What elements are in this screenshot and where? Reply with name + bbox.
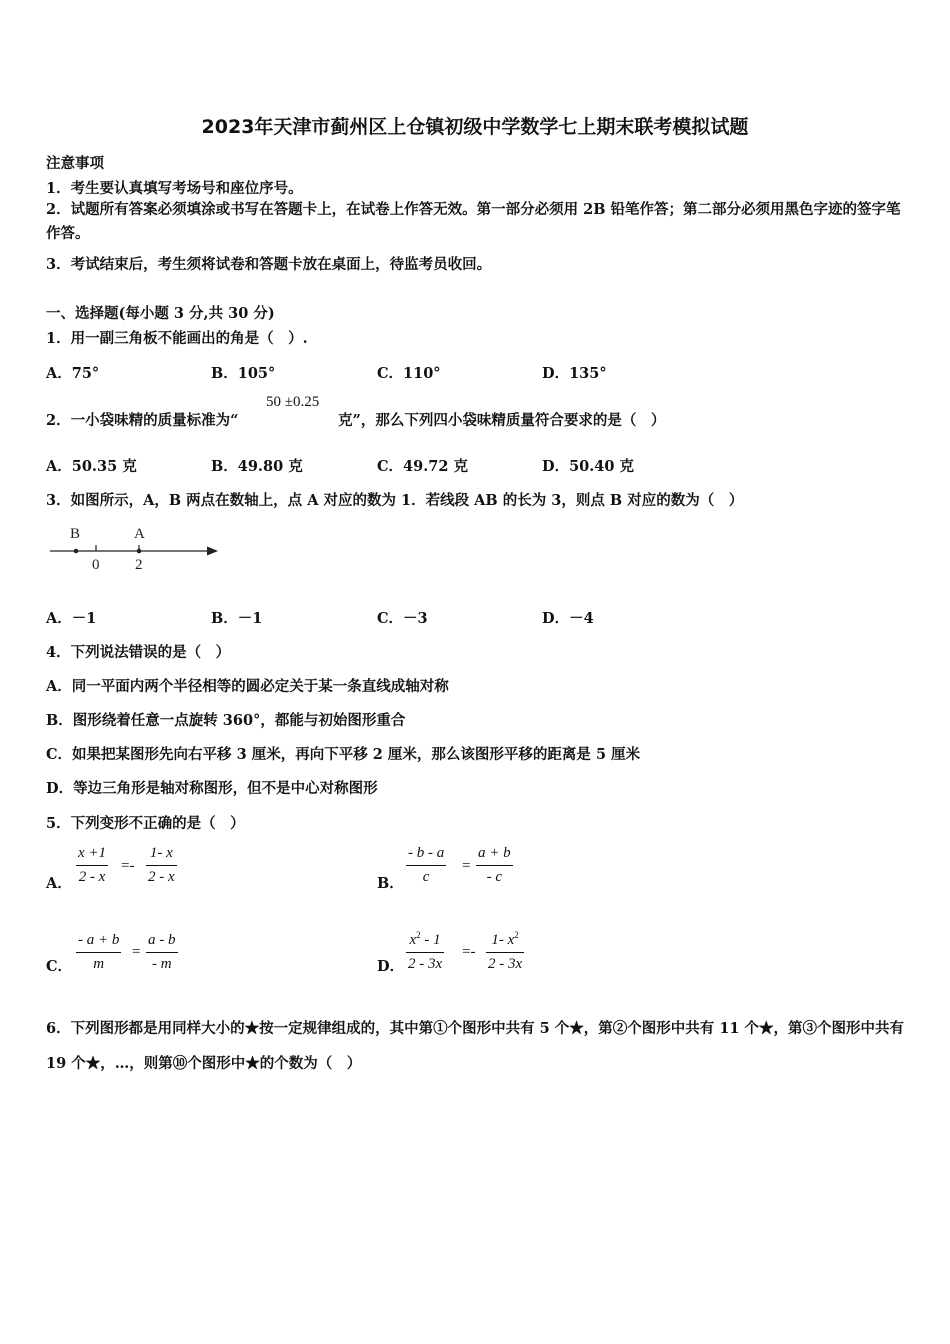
q1-option-b: B．105° [211,365,276,382]
q2-tolerance: 50 ±0.25 [266,394,320,410]
point-b-dot [74,549,79,554]
tick-two-label: 2 [135,557,143,573]
q5-d-left-numerator [406,930,444,953]
page-title: 2023年天津市蓟州区上仓镇初级中学数学七上期末联考模拟试题 [201,116,749,138]
q5-b-right-numerator: a + b [476,845,513,866]
q5-option-c-label: C． [46,958,73,975]
q5-c-right-numerator: a - b [146,932,178,953]
q3-option-c: C．－3 [377,610,428,627]
question-3-stem: 3．如图所示，A，B 两点在数轴上，点 A 对应的数为 1．若线段 AB 的长为 3，则点 B 对应的数为（ ） [46,492,744,509]
q3-option-b: B．－1 [211,610,263,627]
q5-d-right-base: 1- x [491,932,515,948]
question-2-stem-start: 2．一小袋味精的质量标准为“ [46,412,239,429]
q5-d-left-denominator: 2 - 3x [408,956,443,972]
q4-option-b: B．图形绕着任意一点旋转 360°，都能与初始图形重合 [46,712,406,729]
section-heading: 一、选择题(每小题 3 分,共 30 分) [46,305,275,322]
q5-c-equals: = [132,944,141,960]
q5-b-equals: = [462,858,471,874]
q5-c-left-numerator: - a + b [76,932,121,953]
q1-option-a: A．75° [46,365,100,382]
tick-zero-label: 0 [92,557,100,573]
q5-d-right-numerator [486,930,524,953]
q5-c-right-fraction [146,932,178,973]
q5-c-right-denominator: - m [151,956,172,972]
q5-a-left-numerator: x +1 [76,845,108,866]
question-2-stem-end: 克”，那么下列四小袋味精质量符合要求的是（ ） [338,412,666,429]
q5-b-right-denominator: - c [486,869,503,885]
q4-option-c: C．如果把某图形先向右平移 3 厘米，再向下平移 2 厘米，那么该图形平移的距离是 5 厘米 [46,746,641,763]
q5-b-left-fraction [406,845,446,886]
q5-d-left-base: x [409,932,417,948]
q5-d-left-rest: - 1 [420,932,441,948]
q5-b-left-denominator: c [422,869,430,885]
notice-heading: 注意事项 [46,155,104,172]
q1-option-c: C．110° [377,365,441,382]
question-4-stem: 4．下列说法错误的是（ ） [46,644,231,661]
q5-b-left-numerator: - b - a [406,845,446,866]
notice-item-3: 3．考试结束后，考生须将试卷和答题卡放在桌面上，待监考员收回。 [46,256,492,273]
notice-item-2: 2．试题所有答案必须填涂或书写在答题卡上，在试卷上作答无效。第一部分必须用 2B 铅笔作答；第二部分必须用黑色字迹的签字笔作答。 [46,201,901,242]
q5-a-left-fraction [76,845,108,886]
q1-option-d: D．135° [542,365,607,382]
q2-option-b: B．49.80 克 [211,458,303,475]
number-line-figure [46,522,226,574]
q5-option-b-label: B． [377,875,404,892]
q5-a-right-denominator: 2 - x [148,869,175,885]
q5-d-left-fraction [406,930,444,973]
q5-d-left-exponent: 2 [416,930,421,940]
point-b-label: B [70,526,81,542]
q2-option-d: D．50.40 克 [542,458,635,475]
question-5-stem: 5．下列变形不正确的是（ ） [46,815,245,832]
q5-a-equals: =- [121,858,135,874]
q4-option-a: A．同一平面内两个半径相等的圆必定关于某一条直线成轴对称 [46,678,449,695]
question-6-stem: 6．下列图形都是用同样大小的★按一定规律组成的，其中第①个图形中共有 5 个★，第②个图形中共有 11 个★，第③个图形中共有 19 个★，…，则第⑩个图形中★的个数为（ ） [46,1020,905,1072]
q5-option-a-label: A． [46,875,72,892]
q5-d-right-exponent: 2 [514,930,519,940]
q5-a-left-denominator: 2 - x [78,869,106,885]
point-a-label: A [134,526,145,542]
q2-option-a: A．50.35 克 [46,458,137,475]
q5-c-left-denominator: m [93,956,105,972]
q5-b-right-fraction [476,845,513,886]
q5-c-left-fraction [76,932,121,973]
question-1-stem: 1．用一副三角板不能画出的角是（ ）. [46,330,308,347]
number-line-arrow [207,547,218,556]
q4-option-d: D．等边三角形是轴对称图形，但不是中心对称图形 [46,780,378,797]
q5-d-right-fraction [486,930,524,973]
q5-option-d-label: D． [377,958,405,975]
q5-a-right-numerator: 1- x [146,845,177,866]
q5-a-right-fraction [146,845,177,886]
notice-item-1: 1．考生要认真填写考场号和座位序号。 [46,180,303,197]
q5-d-equals: =- [462,944,476,960]
q5-d-right-denominator: 2 - 3x [488,956,523,972]
q3-option-d: D．－4 [542,610,594,627]
q2-option-c: C．49.72 克 [377,458,468,475]
q3-option-a: A．－1 [46,610,97,627]
